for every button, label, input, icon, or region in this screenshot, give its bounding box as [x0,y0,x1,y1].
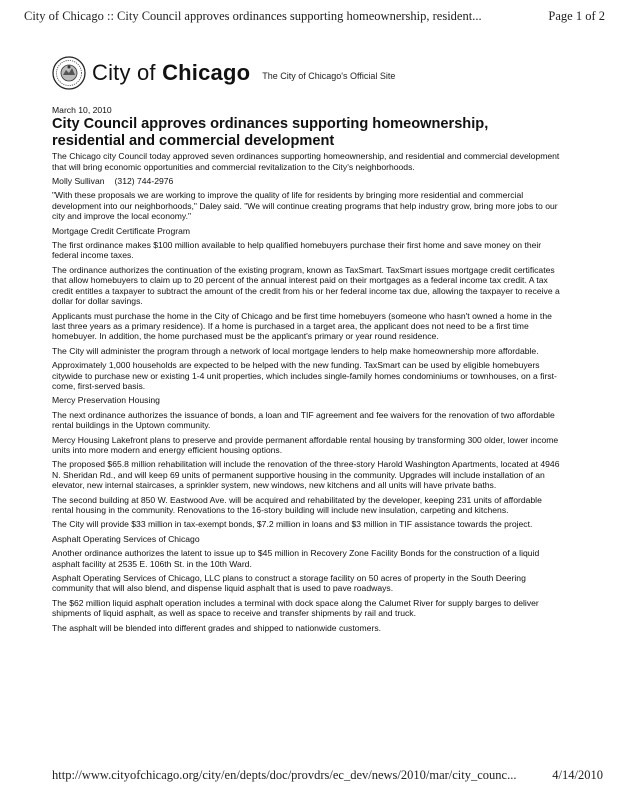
paragraph: Asphalt Operating Services of Chicago, LLC plans to construct a storage facility on 50 acres of property in the South Deering community that will also blend, and dispense liquid asphalt that is used to pave roadways. [52,573,526,594]
paragraph: The City will administer the program through a network of local mortgage lenders to help make homeownership more affordable. [52,345,539,356]
paragraph: The ordinance authorizes the continuation of the existing program, known as TaxSmart. TaxSmart issues mortgage credit certificates that allow homebuyers to claim up to 20 percent of the annual interest paid on their mortgages as a federal income tax credit. A tax credit entitles a taxpayer to subtract the amount of the credit from his or her federal income tax due, allowing the taxpayer to receive a dollar for dollar savings. [52,264,560,307]
article-title: City Council approves ordinances supporting homeownership, residential and commercial development [52,116,489,149]
paragraph: The asphalt will be blended into different grades and shipped to nationwide customers. [52,622,382,633]
print-footer-url: http://www.cityofchicago.org/city/en/depts/doc/provdrs/ec_dev/news/2010/mar/city_counc... [52,768,517,782]
section-heading-mercy: Mercy Preservation Housing [52,395,160,406]
paragraph: The City will provide $33 million in tax-exempt bonds, $7.2 million in loans and $3 million in TIF assistance towards the project. [52,519,533,530]
city-seal-icon [52,56,86,90]
site-logo[interactable] [52,56,395,90]
paragraph: Another ordinance authorizes the latent to issue up to $45 million in Recovery Zone Facility Bonds for the construction of a liquid asphalt facility at 2535 E. 106th St. in the 10th Ward. [52,548,540,569]
paragraph: The proposed $65.8 million rehabilitation will include the renovation of the three-story Harold Washington Apartments, located at 4946 N. Sheridan Rd., and will keep 69 units of permanent supportive housing in the community. Upgrades will include installation of an elevator, new internal staircases, a sprinkler system, new windows, new kitchens and all units will have private baths. [52,459,560,491]
article-lede: The Chicago city Council today approved seven ordinances supporting homeownership, and residential and commercial development that will bring economic opportunities and commercial revitalization to the City's neighborhoods. [52,151,560,172]
article-date: March 10, 2010 [52,105,112,115]
contact-phone: (312) 744-2976 [114,176,174,187]
section-heading-asphalt: Asphalt Operating Services of Chicago [52,533,200,544]
paragraph: The $62 million liquid asphalt operation includes a terminal with dock space along the Calumet River for supply barges to deliver shipments of liquid asphalt, as well as space to receive and transfer shipments by rail and truck. [52,597,539,619]
logo-wordmark [92,60,250,86]
logo-chicago: Chicago [162,60,251,85]
contact-name: Molly Sullivan [52,176,105,187]
print-footer [52,768,603,783]
section-heading-mortgage: Mortgage Credit Certificate Program [52,225,191,236]
article [52,105,564,637]
press-contact [52,176,564,186]
paragraph: The second building at 850 W. Eastwood Ave. will be acquired and rehabilitated by the developer, keeping 231 units of affordable rental housing in the community. Renovations to the 16-story building will include new insulation, carpeting and kitchens. [52,494,542,515]
print-header-title: City of Chicago :: City Council approves ordinances supporting homeownership, resident... [24,9,482,23]
print-footer-date: 4/14/2010 [552,768,603,782]
paragraph: The next ordinance authorizes the issuance of bonds, a loan and TIF agreement and fee waivers for the renovation of two affordable rental buildings in the Uptown community. [52,409,555,431]
paragraph: Mercy Housing Lakefront plans to preserve and provide permanent affordable rental housing by transforming 300 older, lower income units into more modern and energy efficient housing options. [52,434,559,455]
print-header [24,9,605,24]
logo-city-of: City of [92,60,156,85]
mayor-quote: "With these proposals we are working to improve the quality of life for residents by bringing more residential and commercial development into our neighborhoods," Daley said. "We will continue creating programs that help industry grow, bring more jobs to our city and improve the local economy." [52,190,558,222]
paragraph: Approximately 1,000 households are expected to be helped with the new funding. TaxSmart can be used by eligible homebuyers citywide to purchase new or existing 1-4 unit properties, which includes single-family homes condominiums or townhouses, on a first-come, first-served basis. [52,360,557,391]
print-header-page: Page 1 of 2 [548,9,605,23]
paragraph: Applicants must purchase the home in the City of Chicago and be first time homebuyers (someone who hasn't owned a home in the last three years as a primary residence). If a home is purchased in a target area, the applicant does not need to be a first time homebuyer. In addition, the home purchased must be the applicant's primary or year round residence. [52,310,552,342]
logo-tagline: The City of Chicago's Official Site [262,71,396,81]
paragraph: The first ordinance makes $100 million available to help qualified homebuyers purchase their first home and save money on their federal income taxes. [52,240,542,261]
